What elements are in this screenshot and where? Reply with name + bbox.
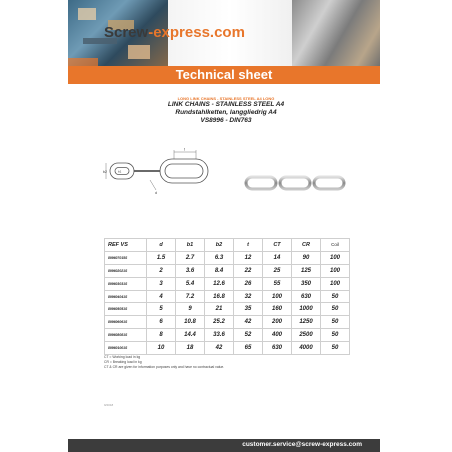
cell-t: 22	[234, 264, 263, 277]
cell-d: 6	[147, 316, 176, 329]
cell-coil: 100	[321, 277, 350, 290]
col-ref: REF VS	[105, 239, 147, 252]
table-row	[105, 277, 350, 290]
cell-cr: 1000	[292, 303, 321, 316]
dimensions-table	[104, 238, 350, 355]
cell-ct: 630	[263, 342, 292, 355]
cell-coil: 50	[321, 290, 350, 303]
cell-coil: 50	[321, 329, 350, 342]
chain-photo	[234, 168, 350, 198]
cell-b1: 2.7	[176, 251, 205, 264]
cell-ref: 899605051S	[105, 303, 147, 316]
cell-b2: 12.6	[205, 277, 234, 290]
cell-ref: 899603031S	[105, 277, 147, 290]
note-disclaimer: CT & CR are given for information purposes only and have no contractual value.	[104, 365, 225, 369]
screws-photo	[292, 0, 380, 70]
table-notes	[104, 355, 224, 370]
cell-ct: 400	[263, 329, 292, 342]
chain-dimension-drawing	[104, 146, 216, 196]
cell-b1: 3.6	[176, 264, 205, 277]
cell-ct: 100	[263, 290, 292, 303]
cell-t: 42	[234, 316, 263, 329]
cell-t: 52	[234, 329, 263, 342]
cell-t: 65	[234, 342, 263, 355]
cell-coil: 50	[321, 316, 350, 329]
cell-t: 35	[234, 303, 263, 316]
table-row	[105, 264, 350, 277]
cell-ct: 160	[263, 303, 292, 316]
cell-t: 32	[234, 290, 263, 303]
cell-cr: 90	[292, 251, 321, 264]
cell-ct: 14	[263, 251, 292, 264]
col-ct: CT	[263, 239, 292, 252]
revision-note: 9/2018	[104, 403, 114, 407]
label-b2: b2	[103, 170, 107, 174]
cell-cr: 350	[292, 277, 321, 290]
link-side-view	[160, 159, 208, 183]
table-header-row	[105, 239, 350, 252]
brand-logo[interactable]	[104, 24, 245, 41]
cell-cr: 2500	[292, 329, 321, 342]
cell-b2: 33.6	[205, 329, 234, 342]
label-t: t	[184, 147, 185, 152]
cell-t: 26	[234, 277, 263, 290]
col-b2: b2	[205, 239, 234, 252]
contact-email-link[interactable]: customer.service@screw-express.com	[242, 441, 362, 448]
title-bar	[68, 66, 380, 84]
cell-ref: 899606061S	[105, 316, 147, 329]
cell-ref: 899607015S	[105, 251, 147, 264]
cell-coil: 50	[321, 342, 350, 355]
cell-coil: 100	[321, 251, 350, 264]
cell-b2: 21	[205, 303, 234, 316]
product-standard: VS8996 - DIN763	[200, 117, 252, 124]
note-ct: CT = Working load in kg	[104, 355, 141, 359]
table-row	[105, 342, 350, 355]
sheet-title: Technical sheet	[175, 67, 273, 82]
note-cr: CR = Breaking load in kg	[104, 360, 142, 364]
cell-d: 10	[147, 342, 176, 355]
cell-ct: 55	[263, 277, 292, 290]
cell-t: 12	[234, 251, 263, 264]
product-supertitle: LONG LINK CHAINS - STAINLESS STEEL A4 LONG	[177, 96, 275, 101]
col-b1: b1	[176, 239, 205, 252]
cell-ct: 200	[263, 316, 292, 329]
cell-d: 4	[147, 290, 176, 303]
cell-b1: 9	[176, 303, 205, 316]
link-end-view	[110, 163, 134, 179]
label-b1: b1	[118, 169, 122, 174]
product-title: LINK CHAINS - STAINLESS STEEL A4	[167, 101, 285, 108]
cell-ref: 899608081S	[105, 329, 147, 342]
cell-b2: 16.8	[205, 290, 234, 303]
cell-b2: 42	[205, 342, 234, 355]
cell-b1: 10.8	[176, 316, 205, 329]
table-row	[105, 316, 350, 329]
cell-b1: 5.4	[176, 277, 205, 290]
cell-ct: 25	[263, 264, 292, 277]
cell-b2: 6.3	[205, 251, 234, 264]
table-row	[105, 303, 350, 316]
col-coil: Coil	[321, 239, 350, 252]
col-t: t	[234, 239, 263, 252]
cell-d: 5	[147, 303, 176, 316]
cell-cr: 125	[292, 264, 321, 277]
brand-name: Screw	[104, 24, 149, 41]
cell-coil: 50	[321, 303, 350, 316]
cell-d: 3	[147, 277, 176, 290]
cell-cr: 630	[292, 290, 321, 303]
cell-cr: 1250	[292, 316, 321, 329]
product-subtitle-de: Rundstahlketten, langgliedrig A4	[175, 109, 277, 116]
cell-ref: 899602021S	[105, 264, 147, 277]
label-d: d	[155, 191, 157, 195]
col-cr: CR	[292, 239, 321, 252]
cell-ref: 899601001S	[105, 342, 147, 355]
cell-d: 1.5	[147, 251, 176, 264]
brand-domain: -express.com	[148, 24, 245, 41]
table-row	[105, 329, 350, 342]
cell-b1: 18	[176, 342, 205, 355]
cell-cr: 4000	[292, 342, 321, 355]
col-d: d	[147, 239, 176, 252]
cell-d: 2	[147, 264, 176, 277]
cell-d: 8	[147, 329, 176, 342]
table-row	[105, 290, 350, 303]
cell-b2: 8.4	[205, 264, 234, 277]
cell-coil: 100	[321, 264, 350, 277]
table-row	[105, 251, 350, 264]
cell-b1: 14.4	[176, 329, 205, 342]
cell-b1: 7.2	[176, 290, 205, 303]
cell-b2: 25.2	[205, 316, 234, 329]
cell-ref: 899604041S	[105, 290, 147, 303]
footer-bar	[68, 439, 380, 452]
